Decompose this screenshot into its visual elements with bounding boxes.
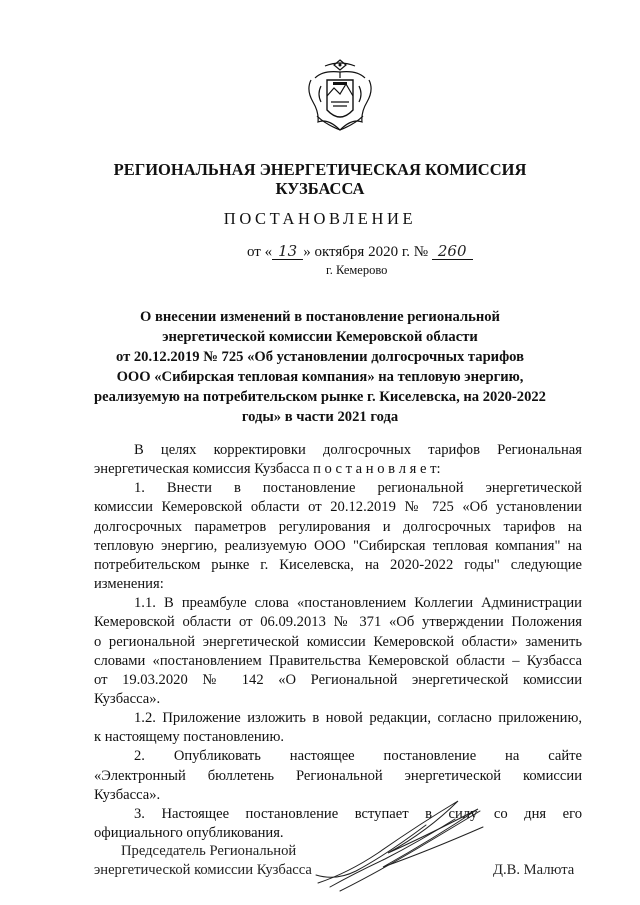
document-type-heading: ПОСТАНОВЛЕНИЕ xyxy=(223,209,417,228)
date-suffix: » октября 2020 г. № xyxy=(303,244,429,260)
body-text-line: 1.1. В преамбуле слова «постановлением Коллегии Администрации xyxy=(134,595,582,611)
coat-of-arms-emblem xyxy=(303,56,377,136)
body-text-line: 3. Настоящее постановление вступает в силу со дня его xyxy=(134,806,582,822)
organization-name-line2: КУЗБАССА xyxy=(275,179,365,198)
organization-name-line1: РЕГИОНАЛЬНАЯ ЭНЕРГЕТИЧЕСКАЯ КОМИССИЯ xyxy=(113,160,527,179)
body-text-line: 1. Внести в постановление региональной энергетической xyxy=(134,480,582,496)
title-line: ООО «Сибирская тепловая компания» на тепловую энергию, xyxy=(116,369,524,385)
body-text-line: от 19.03.2020 № 142 «О Региональной энергетической комиссии xyxy=(94,672,582,688)
body-text-line: словами «постановлением Правительства Кемеровской области – Кузбасса xyxy=(94,653,582,669)
signer-name: Д.В. Малюта xyxy=(493,862,575,878)
body-text-line: к настоящему постановлению. xyxy=(94,729,285,745)
signer-position-line2: энергетической комиссии Кузбасса xyxy=(94,862,312,878)
title-line: реализуемую на потребительском рынке г. Киселевска, на 2020-2022 xyxy=(94,389,546,405)
body-text-line: о региональной энергетической комиссии Кемеровской области» заменить xyxy=(94,634,582,650)
title-line: О внесении изменений в постановление региональной xyxy=(140,309,500,325)
handwritten-signature xyxy=(310,795,500,895)
body-text-line: потребительском рынке г. Киселевска, на 2020-2022 годы" следующие xyxy=(94,557,582,573)
body-text-line: Кемеровской области от 06.09.2013 № 371 «Об утверждении Положения xyxy=(94,614,582,630)
title-line: энергетической комиссии Кемеровской области xyxy=(162,329,478,345)
title-line: годы» в части 2021 года xyxy=(241,409,399,425)
body-text-line: изменения: xyxy=(94,576,164,592)
body-text-line: 1.2. Приложение изложить в новой редакции, согласно приложению, xyxy=(134,710,582,726)
body-text-line: В целях корректировки долгосрочных тарифов Региональная xyxy=(134,442,582,458)
body-text-line: официального опубликования. xyxy=(94,825,284,841)
signer-position-line1: Председатель Региональной xyxy=(121,843,297,859)
handwritten-number: 260 xyxy=(432,244,473,260)
body-text-line: «Электронный бюллетень Региональной энергетической комиссии xyxy=(94,768,582,784)
body-text-line: Кузбасса». xyxy=(94,691,161,707)
body-text-line: энергетическая комиссия Кузбасса п о с т а н о в л я е т: xyxy=(94,461,441,477)
title-line: от 20.12.2019 № 725 «Об установлении долгосрочных тарифов xyxy=(115,349,525,365)
document-date-number xyxy=(247,244,473,261)
body-text-line: тепловую энергию, реализуемую ООО "Сибирская тепловая компания" на xyxy=(94,538,582,554)
date-prefix: от « xyxy=(247,244,273,260)
city-label: г. Кемерово xyxy=(326,263,388,277)
body-text-line: долгосрочных параметров регулирования и долгосрочных тарифов на xyxy=(94,519,582,535)
body-text-line: Кузбасса». xyxy=(94,787,161,803)
body-text-line: 2. Опубликовать настоящее постановление на сайте xyxy=(134,748,582,764)
handwritten-day: 13 xyxy=(272,244,303,260)
body-text-line: комиссии Кемеровской области от 20.12.2019 № 725 «Об установлении xyxy=(94,499,582,515)
